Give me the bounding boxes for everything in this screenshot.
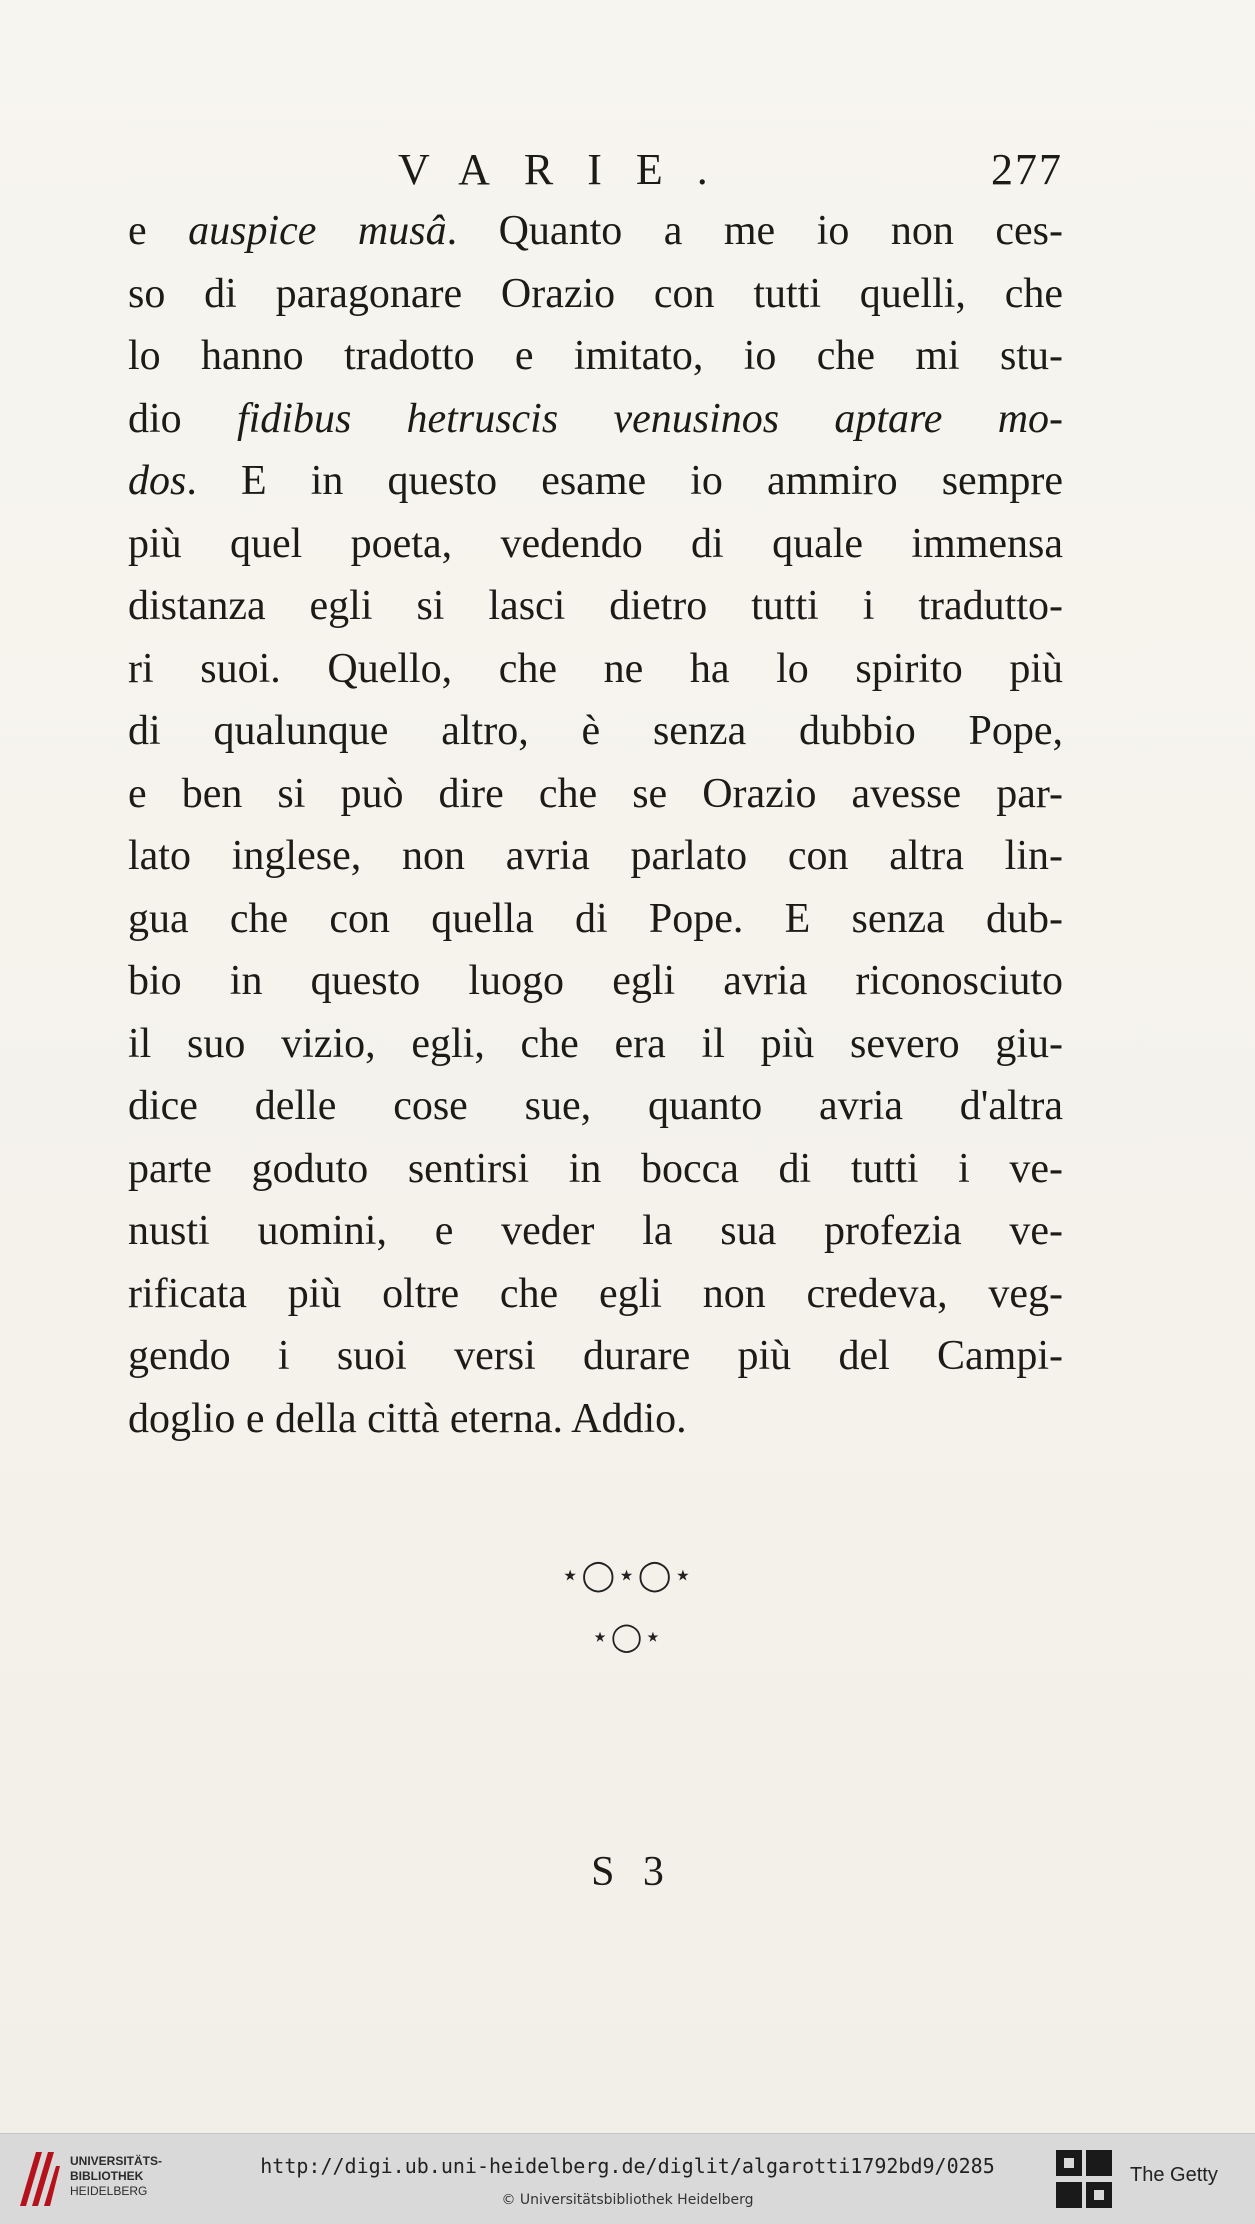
text-run: di qualunque altro, è senza dubbio Pope, [128,708,1063,754]
ornament-line-1: ⋆◯⋆◯⋆ [560,1558,695,1593]
text-line [128,513,1063,576]
text-line [128,263,1063,326]
text-run: lo hanno tradotto e imitato, io che mi stu- [128,333,1063,379]
text-run: ri suoi. Quello, che ne ha lo spirito più [128,645,1063,692]
text-line [128,388,1063,451]
text-run: doglio e della città eterna. Addio. [128,1395,687,1442]
italic-phrase: fidibus hetruscis venusinos aptare mo- [236,395,1063,442]
text-line [128,1388,1063,1451]
text-line [128,1138,1063,1201]
ornament-line-2: ⋆◯⋆ [591,1620,664,1653]
text-line [128,888,1063,951]
permalink-url[interactable]: http://digi.ub.uni-heidelberg.de/diglit/algarotti1792bd9/0285 [260,2154,995,2178]
text-run: parte goduto sentirsi in bocca di tutti i ve- [128,1145,1063,1192]
text-line [128,1200,1063,1263]
text-run: so di paragonare Orazio con tutti quelli, che [128,270,1063,317]
text-run: distanza egli si lasci dietro tutti i tradutto- [128,583,1063,629]
text-line [128,1325,1063,1388]
text-line [128,825,1063,888]
signature-mark: S 3 [591,1849,664,1895]
text-run: il suo vizio, egli, che era il più severo giu- [128,1020,1063,1067]
running-head [128,140,1063,200]
library-name-line-3: HEIDELBERG [70,2184,148,2198]
getty-label: The Getty [1130,2164,1218,2186]
text-line [128,200,1063,263]
italic-phrase: auspice musâ [188,208,447,254]
text-line [128,950,1063,1013]
text-run: gua che con quella di Pope. E senza dub- [128,895,1063,942]
footer-bar [0,2133,1255,2224]
text-line [128,1263,1063,1326]
text-run: più quel poeta, vedendo di quale immensa [128,520,1063,567]
page-number: 277 [991,145,1063,194]
library-name-line-2: BIBLIOTHEK [70,2169,144,2183]
getty-logo-icon [1056,2150,1112,2208]
running-head-title: VARIE. [398,145,742,194]
text-line [128,638,1063,701]
text-run: dice delle cose sue, quanto avria d'altra [128,1083,1063,1129]
text-run: rificata più oltre che egli non credeva, veg- [128,1270,1063,1317]
text-run: . E in questo esame io ammiro sempre [186,458,1063,504]
text-line [128,700,1063,763]
text-line [128,1075,1063,1138]
text-line [128,763,1063,826]
text-run: nusti uomini, e veder la sua profezia ve- [128,1208,1063,1254]
text-line [128,575,1063,638]
text-line [128,325,1063,388]
italic-phrase: dos [128,458,187,504]
text-run: dio [128,395,237,442]
text-run: e ben si può dire che se Orazio avesse par- [128,770,1063,817]
body-text [128,200,1063,1450]
text-run: . Quanto a me io non ces- [446,208,1063,254]
text-run: lato inglese, non avria parlato con altra lin- [128,833,1063,879]
library-name-line-1: UNIVERSITÄTS- [70,2154,163,2168]
text-run: gendo i suoi versi durare più del Campi- [128,1333,1063,1379]
copyright-notice: © Universitätsbibliothek Heidelberg [501,2192,754,2208]
text-line [128,450,1063,513]
text-run: e [128,208,189,254]
text-run: bio in questo luogo egli avria riconosciuto [128,958,1063,1004]
text-line [128,1013,1063,1076]
